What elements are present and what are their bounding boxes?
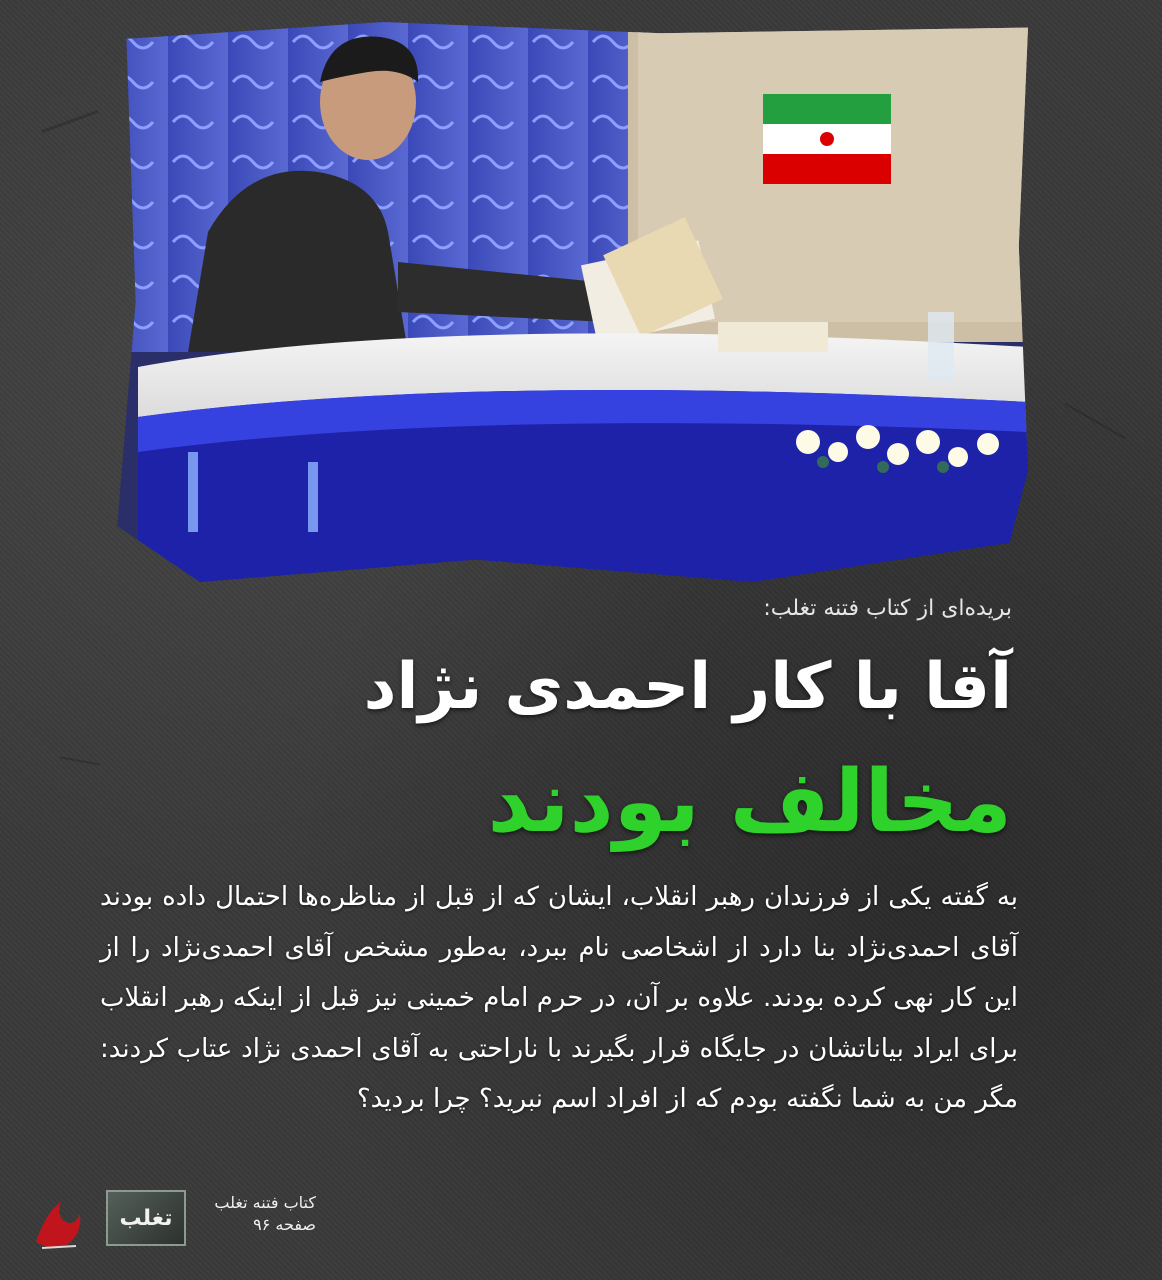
debate-photo-illustration <box>108 22 1028 582</box>
footer <box>28 1186 328 1256</box>
debate-photo <box>108 22 1028 582</box>
book-citation <box>196 1192 316 1236</box>
book-cover-title: تغلب <box>119 1205 173 1231</box>
book-cover <box>106 1190 186 1246</box>
brand-logo <box>28 1192 88 1254</box>
quote-paragraph: به گفته یکی از فرزندان رهبر انقلاب، ایشان که از قبل از مناظره‌ها احتمال داده بودند آقای احمدی‌نژاد بنا دارد از اشخاصی نام ببرد، به‌طور مشخص آقای احمدی‌نژاد را از این کار نهی کرده بودند. علاوه بر آن، در حرم امام خمینی نیز قبل از اینکه رهبر انقلاب برای ایراد بیاناتشان در جایگاه قرار بگیرند با ناراحتی به آقای احمدی نژاد عتاب کردند: مگر من به شما نگفته بودم که از افراد اسم نبرید؟ چرا بردید؟ <box>100 882 1018 1114</box>
book-title: کتاب فتنه تغلب <box>214 1193 316 1212</box>
headline-line-2: مخالف بودند <box>487 752 1012 852</box>
book-page: صفحه ۹۶ <box>253 1215 316 1234</box>
brand-logo-icon <box>28 1192 88 1254</box>
source-subtitle: بریده‌ای از کتاب فتنه تغلب: <box>763 596 1012 621</box>
flag-icon <box>763 94 891 184</box>
headline-line-1: آقا با کار احمدی نژاد <box>363 650 1012 724</box>
